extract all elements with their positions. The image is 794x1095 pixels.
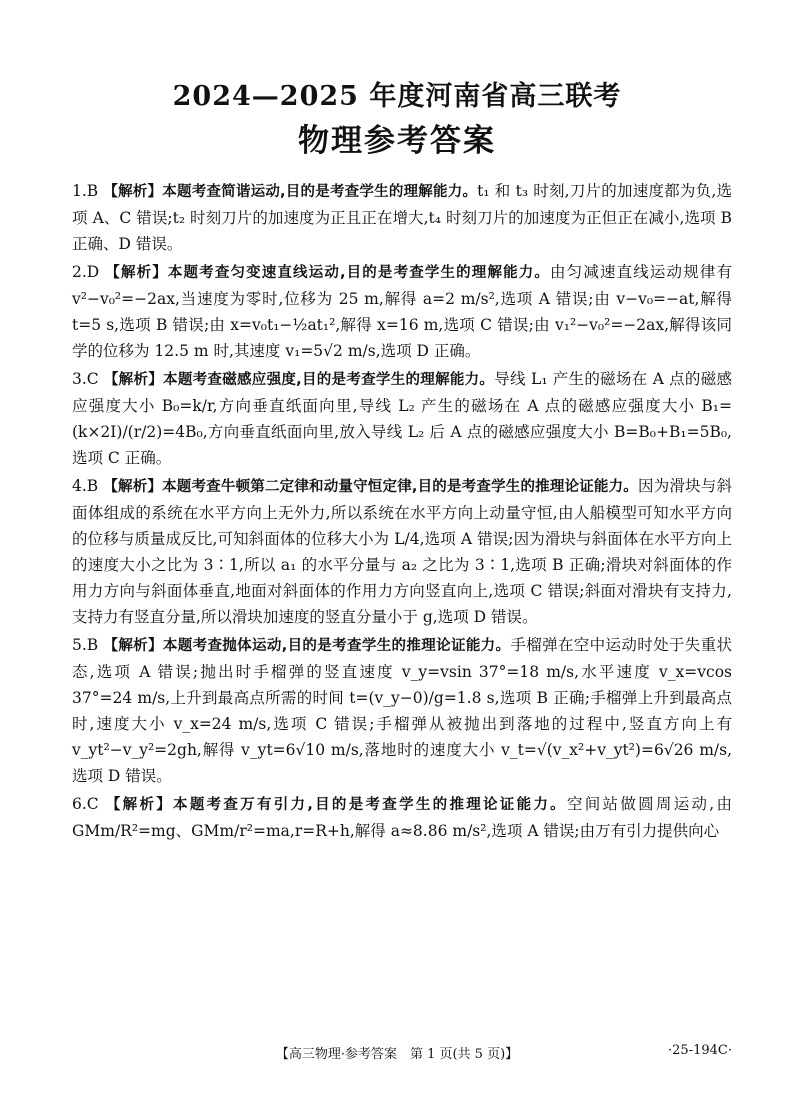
answer-item xyxy=(72,632,732,789)
analysis-tag: 【解析】 xyxy=(103,372,164,388)
answer-body: t₁ 和 t₃ 时刻,刀片的加速度都为负,选项 A、C 错误;t₂ 时刻刀片的加速度为正且正在增大,t₄ 时刻刀片的加速度为正但正在减小,选项 B 正确、D 错误。 xyxy=(72,182,732,253)
answer-body: 空间站做圆周运动,由 GMm/R²=mg、GMm/r²=ma,r=R+h,解得 a≈8.86 m/s²,选项 A 错误;由万有引力提供向心 xyxy=(72,795,732,840)
analysis-tag: 【解析】 xyxy=(105,797,174,813)
answer-item xyxy=(72,178,732,257)
answer-lead: 本题考查牛顿第二定律和动量守恒定律,目的是考查学生的推理论证能力。 xyxy=(162,479,639,495)
answer-item xyxy=(72,259,732,364)
answer-item xyxy=(72,791,732,844)
answer-number: 3.C xyxy=(72,370,99,388)
analysis-tag: 【解析】 xyxy=(105,265,168,281)
answer-number: 4.B xyxy=(72,477,99,495)
answer-lead: 本题考查简谐运动,目的是考查学生的理解能力。 xyxy=(162,184,478,200)
answer-number: 6.C xyxy=(72,795,99,813)
answer-list xyxy=(72,178,732,844)
answer-number: 1.B xyxy=(72,182,99,200)
answer-lead: 本题考查磁感应强度,目的是考查学生的理解能力。 xyxy=(163,372,495,388)
answer-item xyxy=(72,473,732,630)
analysis-tag: 【解析】 xyxy=(103,184,163,200)
answer-body: 因为滑块与斜面体组成的系统在水平方向上无外力,所以系统在水平方向上动量守恒,由人船模型可知水平方向的位移与质量成反比,可知斜面体的位移大小为 L/4,选项 A 错误;因为滑块与斜面体在水平方向上的速度大小之比为 3∶1,所以 a₁ 的水平分量与 a₂ 之比为 3∶1,选项 B 正确;滑块对斜面体的作用力方向与斜面体垂直,地面对斜面体的作用力方向竖直向上,选项 C 错误;斜面对滑块有支持力,支持力有竖直分量,所以滑块加速度的竖直分量小于 g,选项 D 错误。 xyxy=(72,477,732,626)
answer-body: 由匀减速直线运动规律有 v²−v₀²=−2ax,当速度为零时,位移为 25 m,解得 a=2 m/s²,选项 A 错误;由 v−v₀=−at,解得 t=5 s,选项 B 错误;由 x=v₀t₁−½at₁²,解得 x=16 m,选项 C 错误;由 v₁²−v₀²=−2ax,解得该同学的位移为 12.5 m 时,其速度 v₁=5√2 m/s,选项 D 正确。 xyxy=(72,263,732,360)
answer-lead: 本题考查万有引力,目的是考查学生的推理论证能力。 xyxy=(173,797,567,813)
answer-number: 5.B xyxy=(72,636,99,654)
answer-body: 手榴弹在空中运动时处于失重状态,选项 A 错误;抛出时手榴弹的竖直速度 v_y=vsin 37°=18 m/s,水平速度 v_x=vcos 37°=24 m/s,上升到最高点所需的时间 t=(v_y−0)/g=1.8 s,选项 B 正确;手榴弹上升到最高点时,速度大小 v_x=24 m/s,选项 C 错误;手榴弹从被抛出到落地的过程中,竖直方向上有 v_yt²−v_y²=2gh,解得 v_yt=6√10 m/s,落地时的速度大小 v_t=√(v_x²+v_yt²)=6√26 m/s,选项 D 错误。 xyxy=(72,636,732,785)
analysis-tag: 【解析】 xyxy=(103,479,163,495)
answer-number: 2.D xyxy=(72,263,100,281)
answer-body: 导线 L₁ 产生的磁场在 A 点的磁感应强度大小 B₀=k/r,方向垂直纸面向里,导线 L₂ 产生的磁场在 A 点的磁感应强度大小 B₁=(k×2I)/(r/2)=4B₀,方向垂直纸面向里,放入导线 L₂ 后 A 点的磁感应强度大小 B=B₀+B₁=5B₀,选项 C 正确。 xyxy=(72,370,732,467)
answer-item xyxy=(72,366,732,471)
footer-page-info: 【高三物理·参考答案 第 1 页(共 5 页)】 xyxy=(275,1047,519,1062)
answer-lead: 本题考查抛体运动,目的是考查学生的推理论证能力。 xyxy=(162,638,511,654)
exam-title: 2024—2025 年度河南省高三联考 xyxy=(172,81,622,112)
analysis-tag: 【解析】 xyxy=(103,638,163,654)
answer-lead: 本题考查匀变速直线运动,目的是考查学生的理解能力。 xyxy=(167,265,551,281)
document-subtitle: 物理参考答案 xyxy=(298,123,496,159)
footer-doc-code: ·25-194C· xyxy=(668,1043,732,1058)
